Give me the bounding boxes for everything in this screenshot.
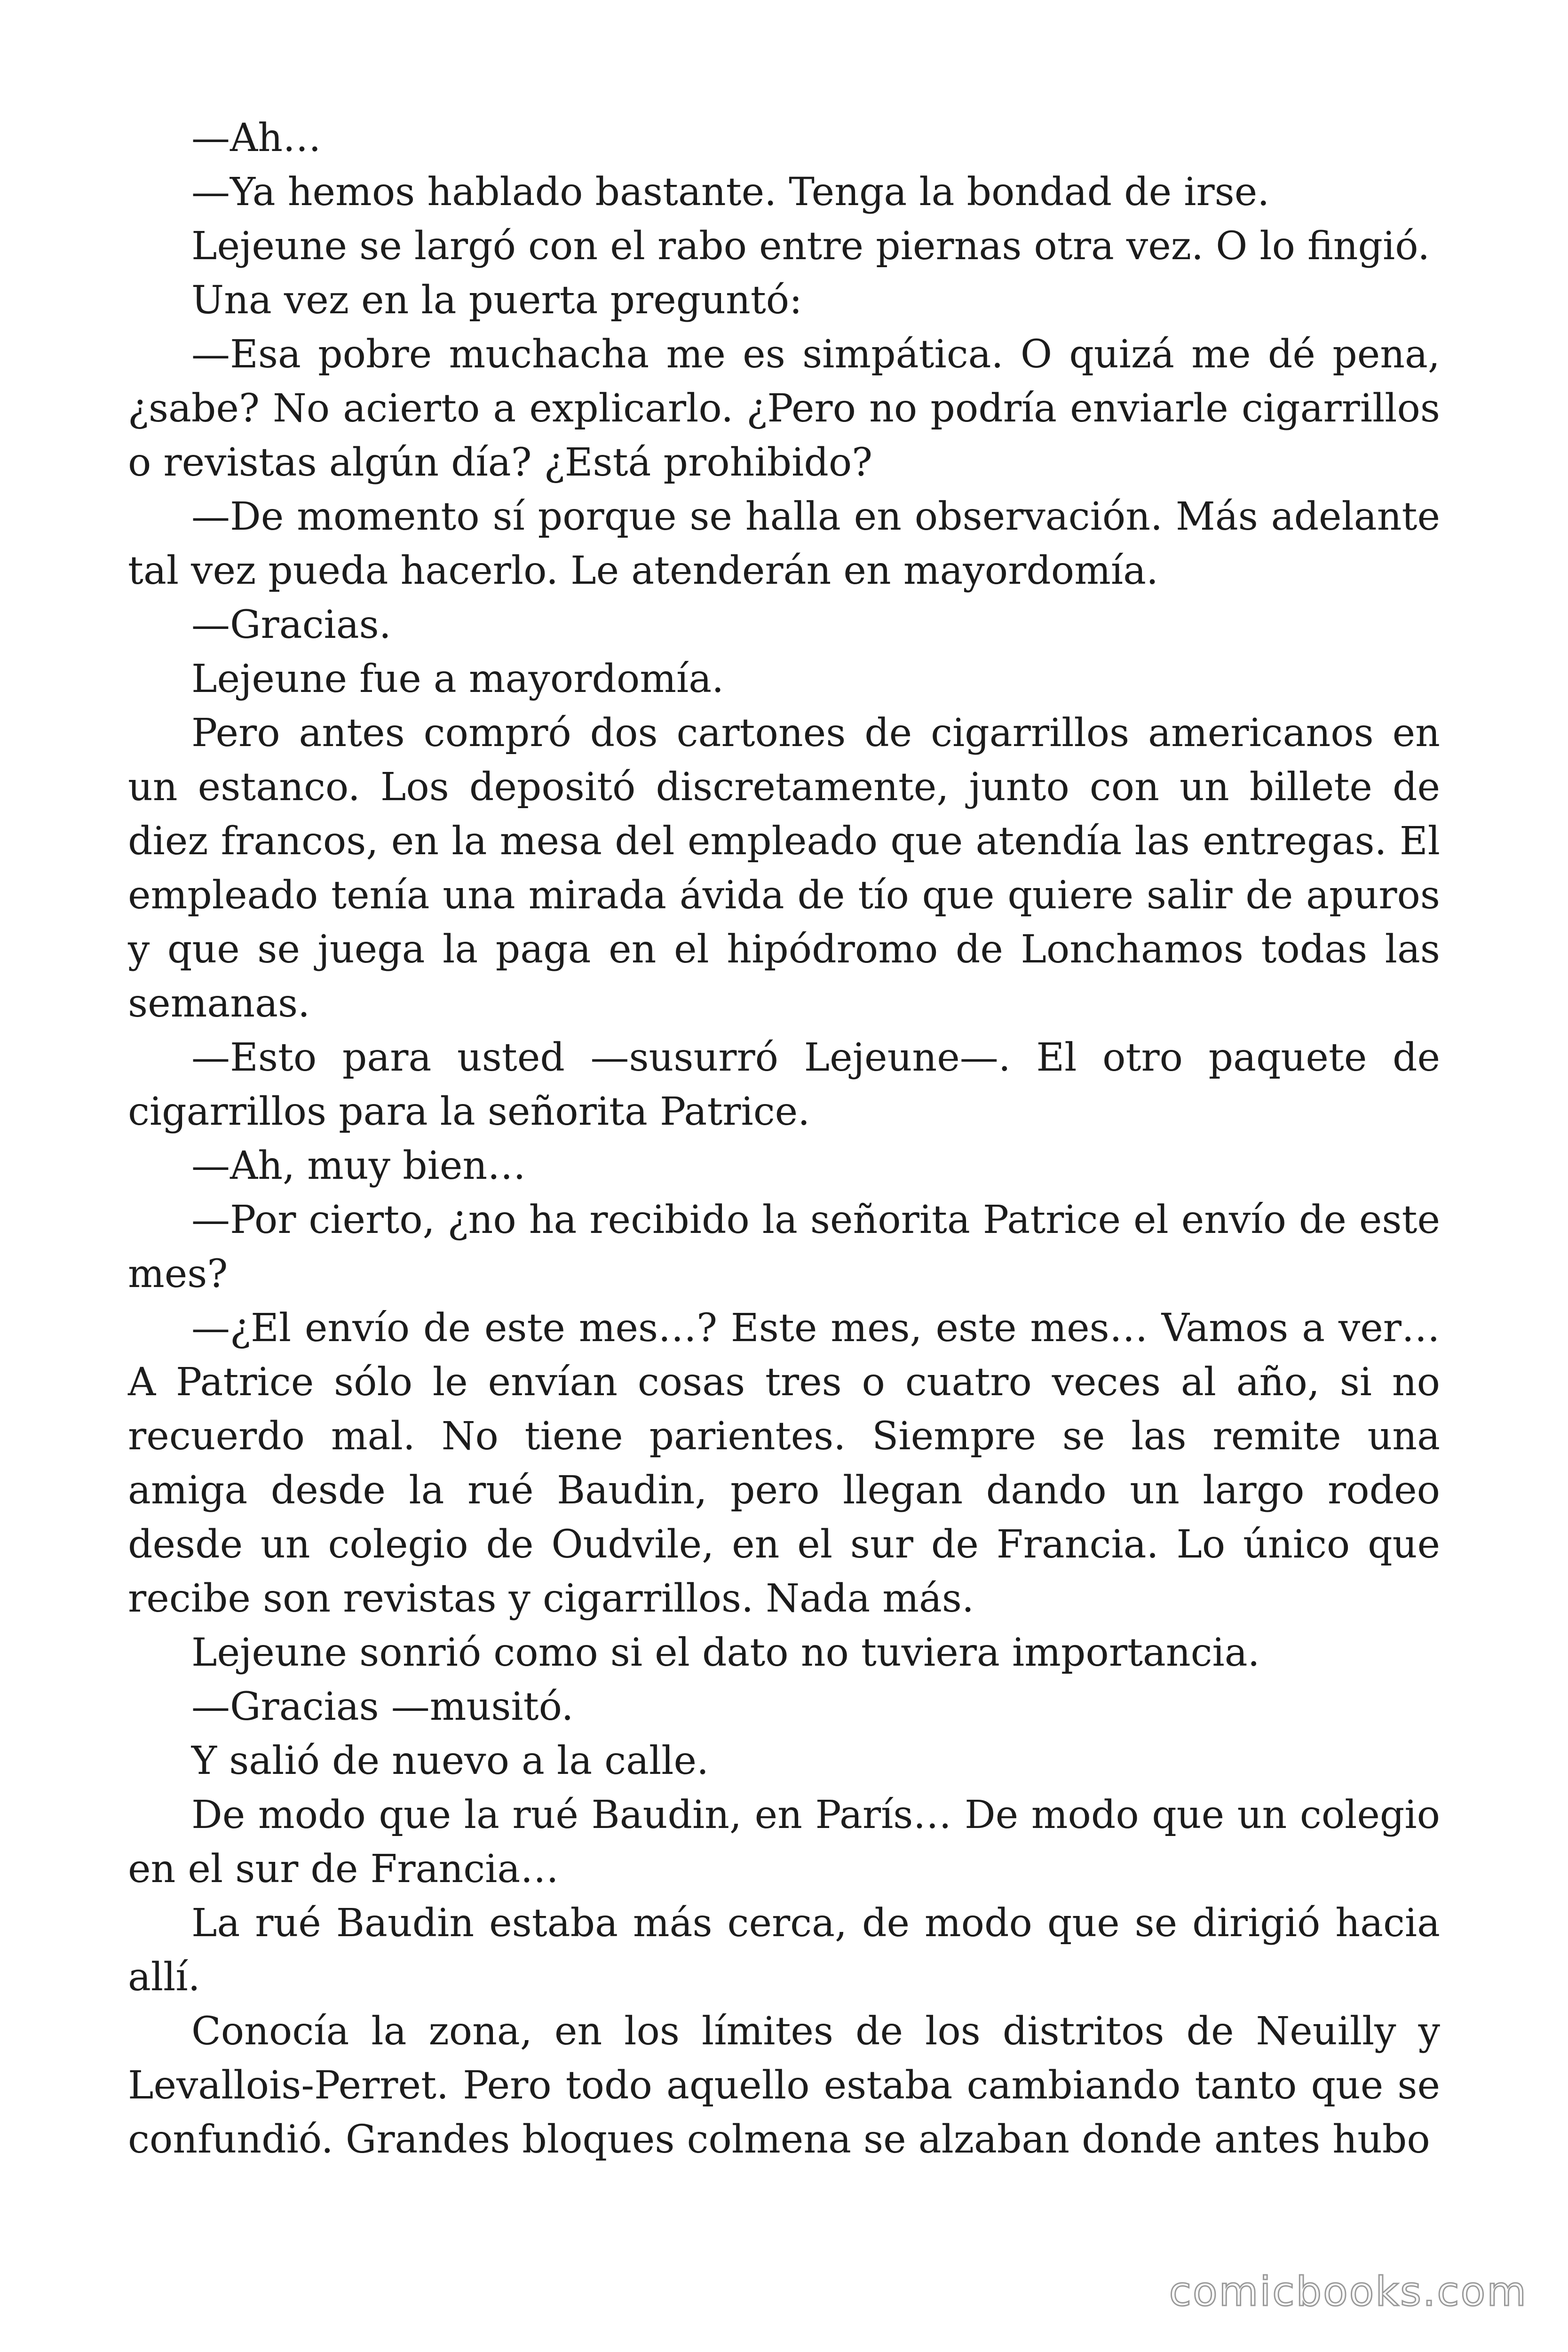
paragraph: Una vez en la puerta preguntó: (191, 278, 802, 323)
paragraph: Y salió de nuevo a la calle. (191, 1739, 709, 1783)
paragraph: De modo que la rué Baudin, en París… De modo que un colegio en el sur de Francia… (128, 1793, 1440, 1891)
paragraph: Lejeune se largó con el rabo entre piernas otra vez. O lo fingió. (191, 224, 1430, 269)
watermark: comicbooks.com (1169, 2268, 1528, 2315)
paragraph: —Gracias —musitó. (191, 1685, 574, 1729)
paragraph: La rué Baudin estaba más cerca, de modo que se dirigió hacia allí. (128, 1901, 1440, 2000)
paragraph: —Ah, muy bien… (191, 1144, 526, 1188)
paragraph: —Ya hemos hablado bastante. Tenga la bondad de irse. (191, 170, 1270, 215)
paragraph: —Ah… (191, 116, 322, 160)
paragraph: Lejeune fue a mayordomía. (191, 657, 724, 701)
paragraph: —¿El envío de este mes…? Este mes, este mes… Vamos a ver… A Patrice sólo le envían cosas tres o cuatro veces al año, si no recuerdo mal. No tiene parientes. Siempre se las remite una amiga desde la rué Baudin, pero llegan dando un largo rodeo desde un colegio de Oudvile, en el sur de Francia. Lo único que recibe son revistas y cigarrillos. Nada más. (128, 1306, 1440, 1621)
paragraph: —Esto para usted —susurró Lejeune—. El otro paquete de cigarrillos para la señorita Patrice. (128, 1035, 1440, 1134)
paragraph: —Gracias. (191, 603, 391, 647)
paragraph: —Esa pobre muchacha me es simpática. O quizá me dé pena, ¿sabe? No acierto a explicarlo. ¿Pero no podría enviarle cigarrillos o revistas algún día? ¿Está prohibido? (128, 332, 1440, 485)
paragraph: Lejeune sonrió como si el dato no tuviera importancia. (191, 1630, 1260, 1675)
paragraph: —Por cierto, ¿no ha recibido la señorita Patrice el envío de este mes? (128, 1198, 1440, 1296)
paragraph: Pero antes compró dos cartones de cigarrillos americanos en un estanco. Los depositó discretamente, junto con un billete de diez francos, en la mesa del empleado que atendía las entregas. El empleado tenía una mirada ávida de tío que quiere salir de apuros y que se juega la paga en el hipódromo de Lonchamos todas las semanas. (128, 711, 1440, 1026)
paragraph: Conocía la zona, en los límites de los distritos de Neuilly y Levallois-Perret. Pero todo aquello estaba cambiando tanto que se confundió. Grandes bloques colmena se alzaban donde antes hubo (128, 2009, 1440, 2162)
page-body (128, 111, 1440, 2167)
paragraph: —De momento sí porque se halla en observación. Más adelante tal vez pueda hacerlo. Le atenderán en mayordomía. (128, 494, 1440, 593)
